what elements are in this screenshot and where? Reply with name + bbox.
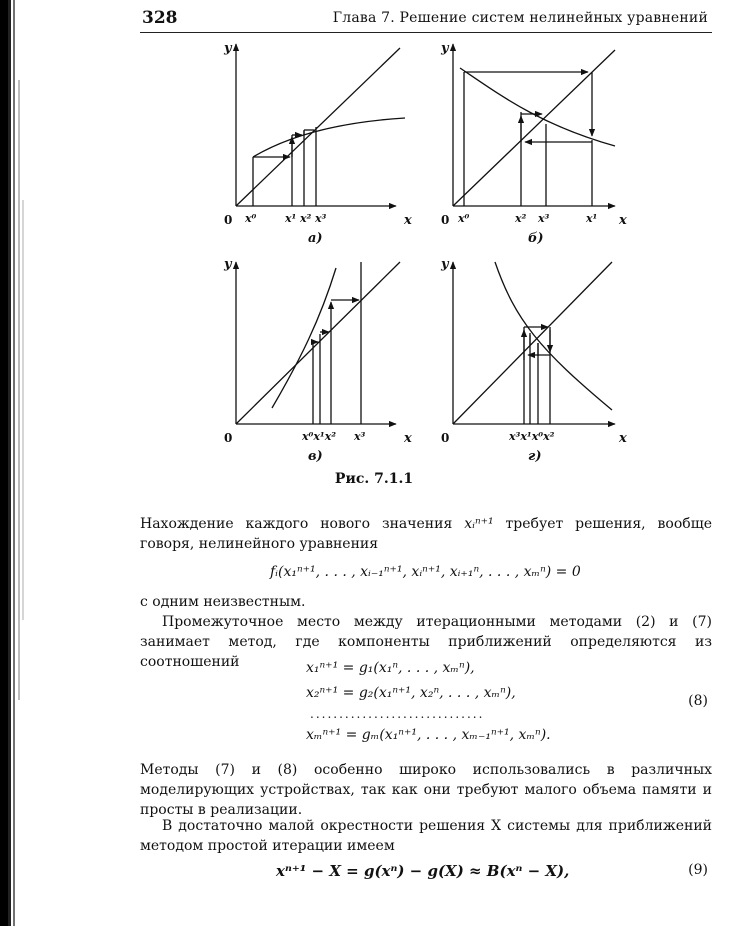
equation-9: xⁿ⁺¹ − X = g(xⁿ) − g(X) ≈ B(xⁿ − X), bbox=[276, 862, 570, 880]
panel-a bbox=[236, 44, 405, 206]
page-number: 328 bbox=[142, 8, 178, 28]
panel-v bbox=[236, 262, 400, 424]
panel-a-y-label: y bbox=[224, 41, 232, 56]
panel-b-label: б) bbox=[528, 231, 544, 246]
panel-b-x-label: x bbox=[619, 213, 627, 228]
panel-b bbox=[453, 44, 615, 206]
panel-a-tick-0: x⁰ bbox=[245, 212, 257, 225]
system-line-3: xₘⁿ⁺¹ = gₘ(x₁ⁿ⁺¹, . . . , xₘ₋₁ⁿ⁺¹, xₘⁿ). bbox=[306, 727, 551, 743]
p1-variable: xᵢⁿ⁺¹ bbox=[464, 516, 494, 532]
panel-b-tick-3: x³ bbox=[538, 212, 550, 225]
panel-v-tick-3: x³ bbox=[354, 430, 366, 443]
panel-b-tick-1: x¹ bbox=[586, 212, 598, 225]
panel-g-ticks-group: x³x¹x⁰x² bbox=[509, 430, 555, 443]
panel-v-ticks-group: x⁰x¹x² bbox=[302, 430, 337, 443]
panel-v-x-label: x bbox=[404, 431, 412, 446]
paragraph-5: В достаточно малой окрестности решения X системы для приближений методом простой итерации имеем bbox=[140, 818, 712, 854]
system-dots: .............................. bbox=[310, 707, 485, 721]
p1-text-a: Нахождение каждого нового значения bbox=[140, 516, 453, 532]
panel-b-origin: 0 bbox=[441, 213, 450, 227]
panel-a-origin: 0 bbox=[224, 213, 233, 227]
paragraph-4: Методы (7) и (8) особенно широко использовались в различных моделирующих устройствах, так как они требуют малого объема памяти и просты в реализации. bbox=[140, 762, 712, 818]
panel-v-y-label: y bbox=[224, 257, 232, 272]
panel-g-x-label: x bbox=[619, 431, 627, 446]
system-line-2: x₂ⁿ⁺¹ = g₂(x₁ⁿ⁺¹, x₂ⁿ, . . . , xₘⁿ), bbox=[306, 685, 516, 701]
figure-caption: Рис. 7.1.1 bbox=[334, 471, 414, 487]
equation-9-number: (9) bbox=[688, 862, 708, 878]
p1-text-b: требует решения, вообще говоря, нелинейного уравнения bbox=[140, 516, 713, 552]
panel-v-origin: 0 bbox=[224, 431, 233, 445]
panel-g-origin: 0 bbox=[441, 431, 450, 445]
running-title: Глава 7. Решение систем нелинейных уравнений bbox=[332, 10, 708, 26]
equation-fi: fᵢ(x₁ⁿ⁺¹, . . . , xᵢ₋₁ⁿ⁺¹, xᵢⁿ⁺¹, xᵢ₊₁ⁿ, . . . , xₘⁿ) = 0 bbox=[270, 564, 581, 580]
panel-b-tick-2: x² bbox=[515, 212, 527, 225]
paragraph-2: с одним неизвестным. bbox=[140, 594, 306, 610]
equation-8-number: (8) bbox=[688, 693, 708, 709]
panel-a-tick-2: x² bbox=[300, 212, 312, 225]
panel-g-label: г) bbox=[528, 449, 542, 464]
panel-a-tick-3: x³ bbox=[315, 212, 327, 225]
paragraph-3: Промежуточное место между итерационными методами (2) и (7) занимает метод, где компоненты приближений определяются из соотношений bbox=[140, 614, 712, 670]
paragraph-1 bbox=[140, 514, 712, 554]
panel-g bbox=[453, 262, 615, 424]
panel-v-label: в) bbox=[308, 449, 323, 464]
panel-b-tick-0: x⁰ bbox=[458, 212, 470, 225]
panel-a-label: а) bbox=[308, 231, 323, 246]
panel-a-x-label: x bbox=[404, 213, 412, 228]
panel-b-y-label: y bbox=[441, 41, 449, 56]
system-line-1: x₁ⁿ⁺¹ = g₁(x₁ⁿ, . . . , xₘⁿ), bbox=[306, 660, 475, 676]
panel-a-tick-1: x¹ bbox=[285, 212, 297, 225]
panel-g-y-label: y bbox=[441, 257, 449, 272]
